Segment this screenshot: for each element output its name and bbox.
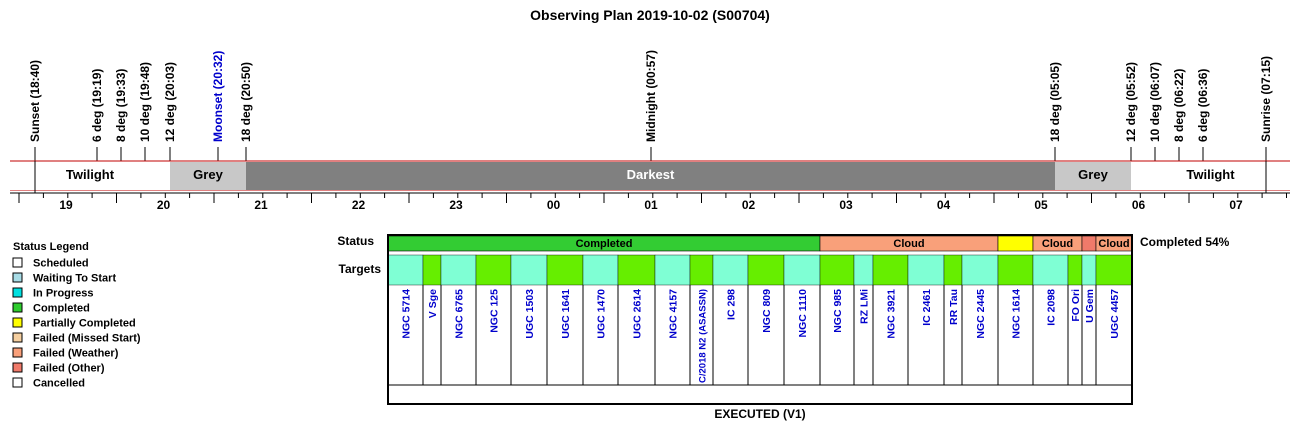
target-block-ngc-1614 bbox=[998, 255, 1033, 285]
target-block-ic-298 bbox=[713, 255, 748, 285]
target-block-ugc-1641 bbox=[547, 255, 583, 285]
hour-label: 06 bbox=[1131, 198, 1146, 212]
legend-swatch-partially-completed bbox=[13, 318, 22, 327]
target-name-ngc-5714: NGC 5714 bbox=[400, 289, 413, 339]
target-name-ugc-2614: UGC 2614 bbox=[631, 289, 644, 339]
band-label: Darkest bbox=[626, 167, 675, 182]
legend-label-cancelled: Cancelled bbox=[33, 377, 85, 390]
hour-label: 22 bbox=[351, 198, 366, 212]
band-label: Grey bbox=[1078, 167, 1108, 182]
completed-summary: Completed 54% bbox=[1140, 235, 1230, 249]
hour-label: 02 bbox=[741, 198, 756, 212]
legend-label-failed-other: Failed (Other) bbox=[33, 362, 105, 375]
page-title: Observing Plan 2019-10-02 (S00704) bbox=[530, 7, 770, 23]
target-name-u-gem: U Gem bbox=[1084, 289, 1096, 323]
target-block-ic-2461 bbox=[908, 255, 944, 285]
event-label-6-deg-19-19: 6 deg (19:19) bbox=[90, 68, 104, 142]
executed-footer: EXECUTED (V1) bbox=[714, 407, 806, 421]
target-block-ngc-985 bbox=[820, 255, 854, 285]
status-row-label: Status bbox=[337, 234, 374, 248]
hour-label: 01 bbox=[644, 198, 658, 212]
hour-label: 23 bbox=[449, 198, 463, 212]
event-label-midnight-00-57: Midnight (00:57) bbox=[644, 50, 658, 142]
sky-condition-band bbox=[10, 161, 1290, 193]
target-block-fo-ori bbox=[1068, 255, 1082, 285]
status-legend-title: Status Legend bbox=[13, 241, 89, 253]
legend-swatch-failed-weather bbox=[13, 348, 22, 357]
band-label: Twilight bbox=[65, 167, 115, 182]
target-name-c-2018-n2-asassn: C/2018 N2 (ASASSN) bbox=[697, 289, 709, 383]
legend-swatch-cancelled bbox=[13, 378, 22, 387]
target-name-ugc-1470: UGC 1470 bbox=[595, 289, 608, 339]
target-block-v-sge bbox=[423, 255, 441, 285]
target-block-ngc-6765 bbox=[441, 255, 476, 285]
legend-label-failed-weather: Failed (Weather) bbox=[33, 347, 119, 360]
target-block-ngc-5714 bbox=[388, 255, 423, 285]
target-name-ngc-809: NGC 809 bbox=[761, 289, 773, 333]
hour-label: 19 bbox=[59, 198, 73, 212]
event-label-6-deg-06-36: 6 deg (06:36) bbox=[1196, 68, 1210, 142]
target-block-ngc-3921 bbox=[873, 255, 908, 285]
target-name-v-sge: V Sge bbox=[427, 289, 439, 319]
band-label: Twilight bbox=[1186, 167, 1235, 182]
targets-row-label: Targets bbox=[338, 262, 381, 276]
event-label-12-deg-20-03: 12 deg (20:03) bbox=[163, 61, 177, 142]
event-label-18-deg-05-05: 18 deg (05:05) bbox=[1048, 61, 1062, 142]
target-name-ic-2461: IC 2461 bbox=[921, 289, 933, 326]
hour-label: 04 bbox=[936, 198, 951, 212]
hour-label: 00 bbox=[546, 198, 561, 212]
target-name-ngc-985: NGC 985 bbox=[832, 289, 844, 333]
event-label-8-deg-19-33: 8 deg (19:33) bbox=[114, 68, 128, 142]
legend-swatch-failed-other bbox=[13, 363, 22, 372]
status-segment-blank bbox=[1082, 236, 1096, 251]
target-name-ugc-4457: UGC 4457 bbox=[1109, 289, 1121, 339]
legend-label-waiting-to-start: Waiting To Start bbox=[33, 272, 117, 285]
legend-swatch-in-progress bbox=[13, 288, 22, 297]
hour-label: 07 bbox=[1229, 198, 1243, 212]
legend-swatch-failed-missed-start bbox=[13, 333, 22, 342]
target-name-ugc-1503: UGC 1503 bbox=[524, 289, 536, 339]
legend-label-completed: Completed bbox=[33, 302, 90, 315]
target-block-ngc-2445 bbox=[962, 255, 998, 285]
status-segment-blank bbox=[998, 236, 1033, 251]
legend-swatch-completed bbox=[13, 303, 22, 312]
twilight-events bbox=[28, 50, 1273, 161]
target-name-ngc-1614: NGC 1614 bbox=[1010, 289, 1023, 339]
target-name-ngc-1110: NGC 1110 bbox=[797, 289, 809, 338]
target-name-ngc-2445: NGC 2445 bbox=[975, 289, 987, 339]
event-label-12-deg-05-52: 12 deg (05:52) bbox=[1124, 61, 1138, 142]
target-name-ngc-6765: NGC 6765 bbox=[453, 289, 466, 339]
status-segment-label: Cloud bbox=[1041, 238, 1074, 250]
legend-label-partially-completed: Partially Completed bbox=[33, 317, 136, 330]
target-name-ic-2098: IC 2098 bbox=[1045, 289, 1058, 326]
target-name-rr-tau: RR Tau bbox=[948, 289, 960, 325]
hour-label: 20 bbox=[156, 198, 171, 212]
event-label-moonset-20-32: Moonset (20:32) bbox=[211, 50, 225, 142]
target-block-ic-2098 bbox=[1033, 255, 1068, 285]
target-block-ngc-1110 bbox=[784, 255, 820, 285]
hour-axis bbox=[10, 193, 1290, 212]
target-block-rr-tau bbox=[944, 255, 962, 285]
status-segment-label: Completed bbox=[575, 238, 633, 250]
target-name-ugc-1641: UGC 1641 bbox=[560, 289, 572, 339]
target-name-fo-ori: FO Ori bbox=[1070, 289, 1082, 322]
hour-label: 21 bbox=[254, 198, 268, 212]
legend-swatch-waiting-to-start bbox=[13, 273, 22, 282]
legend-label-in-progress: In Progress bbox=[33, 287, 94, 300]
target-block-ugc-1503 bbox=[511, 255, 547, 285]
target-block-ugc-2614 bbox=[618, 255, 655, 285]
status-row bbox=[388, 236, 1132, 251]
event-label-18-deg-20-50: 18 deg (20:50) bbox=[239, 61, 253, 142]
status-segment-label: Cloud bbox=[1098, 238, 1130, 250]
event-label-10-deg-06-07: 10 deg (06:07) bbox=[1148, 61, 1162, 142]
status-legend bbox=[13, 241, 141, 390]
status-segment-label: Cloud bbox=[893, 238, 925, 250]
target-name-ic-298: IC 298 bbox=[725, 289, 738, 320]
target-block-ngc-125 bbox=[476, 255, 511, 285]
target-block-c-2018-n2-asassn bbox=[690, 255, 713, 285]
target-block-ngc-809 bbox=[748, 255, 784, 285]
event-label-8-deg-06-22: 8 deg (06:22) bbox=[1172, 68, 1186, 142]
event-label-sunrise-07-15: Sunrise (07:15) bbox=[1259, 55, 1273, 142]
target-block-u-gem bbox=[1082, 255, 1096, 285]
target-name-ngc-4157: NGC 4157 bbox=[667, 289, 680, 339]
target-name-rz-lmi: RZ LMi bbox=[858, 289, 871, 324]
legend-swatch-scheduled bbox=[13, 258, 22, 267]
hour-label: 03 bbox=[839, 198, 853, 212]
event-label-sunset-18-40: Sunset (18:40) bbox=[28, 59, 42, 142]
band-label: Grey bbox=[193, 167, 223, 182]
target-block-ugc-1470 bbox=[583, 255, 618, 285]
target-block-rz-lmi bbox=[854, 255, 873, 285]
target-block-ngc-4157 bbox=[655, 255, 690, 285]
hour-label: 05 bbox=[1034, 198, 1048, 212]
target-name-ngc-3921: NGC 3921 bbox=[885, 289, 898, 339]
targets-row bbox=[388, 255, 1132, 385]
target-block-ugc-4457 bbox=[1096, 255, 1132, 285]
legend-label-failed-missed-start: Failed (Missed Start) bbox=[33, 332, 141, 345]
legend-label-scheduled: Scheduled bbox=[33, 257, 89, 270]
event-label-10-deg-19-48: 10 deg (19:48) bbox=[138, 61, 152, 142]
target-name-ngc-125: NGC 125 bbox=[488, 289, 501, 333]
